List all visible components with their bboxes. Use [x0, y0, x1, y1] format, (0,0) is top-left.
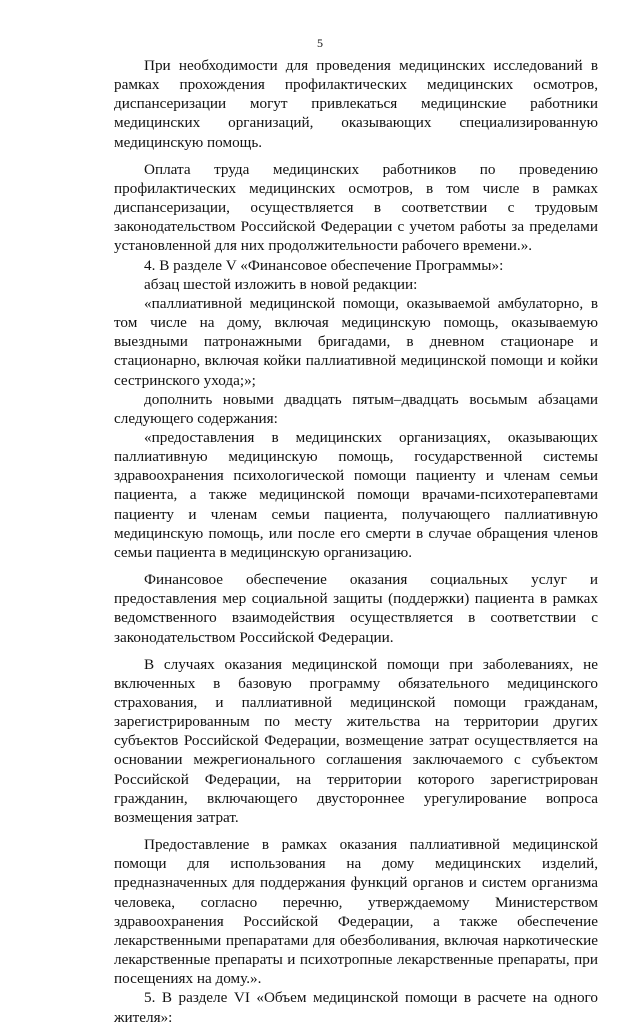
paragraph-labor-payment: Оплата труда медицинских работников по проведению профилактических медицинских осмотров, в том числе в рамках диспансеризации, осуществляется в соответствии с трудовым законодательством Российской Федерации с учетом работы за пределами установленной для них продолжительности рабочего времени.».: [114, 160, 598, 255]
document-body: [114, 56, 598, 1027]
paragraph-sixth-paragraph-instruction: абзац шестой изложить в новой редакции:: [144, 275, 418, 293]
paragraph-palliative-care: «паллиативной медицинской помощи, оказываемой амбулаторно, в том числе на дому, включая медицинскую помощь, оказываемую выездными патронажными бригадами, в дневном стационаре и стационарно, включая койки паллиативной медицинской помощи и койки сестринского ухода;»;: [114, 294, 598, 389]
paragraph-add-new-paragraphs: дополнить новыми двадцать пятым–двадцать восьмым абзацами следующего содержания:: [114, 390, 598, 427]
paragraph-research-staff: При необходимости для проведения медицинских исследований в рамках прохождения профилактических медицинских осмотров, диспансеризации могут привлекаться медицинские работники медицинских организаций, оказывающих специализированную медицинскую помощь.: [114, 57, 598, 151]
paragraph-section-v-heading: 4. В разделе V «Финансовое обеспечение Программы»:: [144, 256, 504, 274]
paragraph-home-medical-devices: Предоставление в рамках оказания паллиативной медицинской помощи для использования на дому медицинских изделий, предназначенных для поддержания функций органов и систем организма человека, согласно перечню, утверждаемому Министерством здравоохранения Российской Федерации, а также обеспечение лекарственными препаратами для обезболивания, включая наркотические лекарственные препараты и психотропные лекарственные препараты, при посещениях на дому.».: [114, 836, 598, 988]
paragraph-social-services-financing: Финансовое обеспечение оказания социальных услуг и предоставления мер социальной защиты (поддержки) пациента в рамках ведомственного взаимодействия осуществляется в соответствии с законодательством Российской Федерации.: [114, 571, 598, 646]
paragraph-interregional-compensation: В случаях оказания медицинской помощи при заболеваниях, не включенных в базовую программу обязательного медицинского страхования, и паллиативной медицинской помощи гражданам, зарегистрированным по месту жительства на территории других субъектов Российской Федерации, возмещение затрат осуществляется на основании межрегионального соглашения заключаемого с субъектом Российской Федерации, на территории которого зарегистрирован гражданин, включающего двустороннее урегулирование вопроса возмещения затрат.: [114, 655, 598, 826]
paragraph-psychological-help: «предоставления в медицинских организациях, оказывающих паллиативную медицинскую помощь, государственной системы здравоохранения психологической помощи пациенту и членам семьи пациента, а также медицинской помощи врачами-психотерапевтами пациенту и членам семьи пациента, получающего паллиативную медицинскую помощь, или после его смерти в случае обращения членов семьи пациента в медицинскую организацию.: [114, 428, 598, 561]
paragraph-section-vi-heading: 5. В разделе VI «Объем медицинской помощи в расчете на одного жителя»:: [114, 989, 598, 1026]
page-number: 5: [317, 36, 323, 50]
